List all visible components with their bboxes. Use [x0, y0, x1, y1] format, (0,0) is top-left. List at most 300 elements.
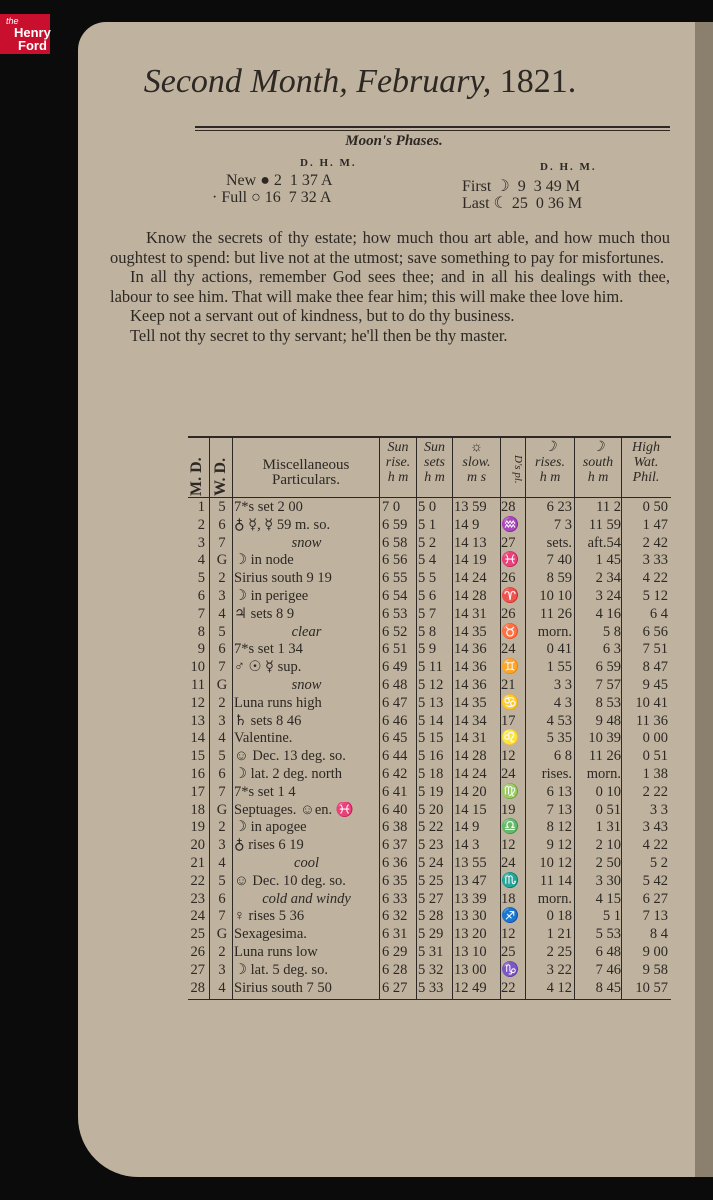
cell-sets: 5 15: [418, 730, 444, 747]
cell-rise: 6 53: [382, 605, 408, 622]
cell-slow: 13 10: [454, 944, 487, 960]
table-row: [0, 552, 713, 570]
cell-sets: 5 14: [418, 712, 444, 729]
cell-misc: Sirius south 7 50: [234, 979, 332, 996]
table-row: [0, 641, 713, 659]
header-hm: h m: [387, 470, 409, 485]
cell-wd: 3: [218, 961, 226, 978]
cell-wd: G: [216, 552, 228, 569]
cell-wd: 7: [218, 659, 226, 676]
table-row: [0, 499, 713, 517]
cell-mr: 2 25: [546, 944, 572, 960]
cell-md: 11: [191, 677, 205, 693]
table-row: [0, 659, 713, 677]
cell-rise: 6 51: [382, 641, 408, 658]
table-row: [0, 713, 713, 731]
sun-icon: ☼: [470, 440, 483, 455]
cell-slow: 14 36: [454, 659, 487, 676]
cell-rise: 6 52: [382, 623, 408, 640]
cell-pl: 12: [501, 748, 516, 765]
phase-last-name: Last: [462, 195, 490, 212]
cell-hw: 4 22: [642, 570, 668, 587]
cell-rise: 6 38: [382, 819, 408, 836]
cell-wd: 6: [218, 766, 226, 782]
table-row: [0, 606, 713, 624]
cell-hw: 10 57: [635, 979, 668, 996]
advice-paragraph: Keep not a servant out of kindness, but to do thy business.: [130, 306, 515, 326]
cell-pl: 24: [501, 855, 516, 871]
cell-rise: 6 33: [382, 890, 408, 907]
cell-mr: 11 26: [539, 605, 572, 622]
cell-slow: 13 20: [454, 926, 487, 943]
cell-slow: 14 36: [454, 677, 487, 693]
cell-misc: cool: [294, 855, 319, 871]
cell-ms: 11 2: [596, 499, 621, 515]
cell-mr: 10 12: [539, 855, 572, 871]
cell-misc: ☽ in apogee: [234, 819, 307, 836]
cell-hw: 3 3: [649, 801, 668, 818]
table-row: [0, 695, 713, 713]
cell-slow: 14 20: [454, 783, 487, 800]
henry-ford-logo: [0, 14, 50, 54]
phase-last-ampm: M: [567, 195, 583, 212]
phase-new-h: 1: [289, 172, 298, 189]
cell-wd: 3: [218, 588, 226, 604]
phase-full-name: Full: [221, 189, 248, 206]
cell-mr: 0 41: [546, 641, 572, 658]
logo-ford: Ford: [18, 38, 47, 53]
cell-pl: 19: [501, 801, 516, 818]
phase-first-d: 9: [517, 178, 526, 195]
cell-sets: 5 2: [418, 534, 437, 551]
header-hm: h m: [539, 470, 561, 485]
cell-slow: 14 35: [454, 694, 487, 711]
cell-slow: 13 55: [454, 855, 487, 871]
cell-sets: 5 23: [418, 837, 444, 854]
cell-pl: ♉: [501, 623, 520, 640]
table-row: [0, 588, 713, 606]
header-week-day: W. D.: [212, 457, 229, 496]
header-misc: [236, 458, 376, 488]
advice-paragraph: In all thy actions, remember God sees thee; and in all his dealings with thee, labour to see him. That will make thee fear him; this will make thee love him.: [110, 267, 670, 306]
cell-rise: 7 0: [382, 499, 401, 515]
phase-last-d: 25: [511, 195, 528, 212]
cell-ms: 6 3: [602, 641, 621, 658]
table-row: [0, 908, 713, 926]
cell-misc: snow: [291, 534, 322, 551]
table-row: [0, 748, 713, 766]
cell-pl: 17: [501, 712, 516, 729]
cell-hw: 2 42: [642, 534, 668, 551]
cell-rise: 6 59: [382, 516, 408, 533]
cell-misc: ☽ lat. 2 deg. north: [234, 766, 343, 782]
cell-misc: snow: [291, 677, 322, 693]
cell-rise: 6 55: [382, 570, 408, 587]
cell-sets: 5 25: [418, 872, 444, 889]
cell-md: 14: [190, 730, 205, 747]
cell-wd: 4: [218, 855, 226, 871]
cell-rise: 6 45: [382, 730, 408, 747]
cell-slow: 14 19: [454, 552, 487, 569]
phase-last: [462, 193, 582, 213]
header-ms: m s: [466, 470, 487, 485]
moon-icon: ☽: [543, 440, 557, 455]
cell-wd: 2: [218, 694, 226, 711]
cell-wd: 6: [218, 641, 226, 658]
moon-icon: ☽: [591, 440, 605, 455]
header-hm: h m: [424, 470, 445, 485]
title-month: Second Month, February,: [143, 63, 492, 100]
cell-pl: ♈: [501, 588, 520, 604]
cell-wd: 5: [218, 499, 226, 515]
cell-rise: 6 58: [382, 534, 408, 551]
cell-ms: 3 24: [595, 588, 621, 604]
cell-misc: ♀ rises 5 36: [234, 908, 305, 925]
header-clock-slow: [453, 440, 500, 485]
header-hm: h m: [587, 470, 609, 485]
cell-slow: 14 31: [454, 730, 487, 747]
cell-misc: Sexagesima.: [234, 926, 307, 943]
cell-mr: sets.: [546, 534, 572, 551]
cell-ms: morn.: [586, 766, 621, 782]
cell-sets: 5 13: [418, 694, 444, 711]
phase-last-h: 0: [535, 195, 544, 212]
cell-wd: 6: [218, 890, 226, 907]
cell-mr: 8 12: [546, 819, 572, 836]
full-moon-icon: ○: [251, 189, 261, 206]
cell-sets: 5 33: [418, 979, 444, 996]
header-misc-line2: Particulars.: [272, 472, 340, 488]
cell-mr: morn.: [537, 623, 572, 640]
cell-wd: 2: [218, 819, 226, 836]
cell-slow: 13 47: [454, 872, 487, 889]
header-slow-label: slow.: [462, 455, 491, 470]
cell-pl: ♓: [501, 552, 520, 569]
phase-full: · Full ○ 16 7 32 A: [212, 189, 332, 206]
cell-wd: 4: [218, 979, 226, 996]
page-title: [140, 63, 580, 101]
cell-wd: 5: [218, 872, 226, 889]
table-row: [0, 819, 713, 837]
cell-pl: 22: [501, 979, 516, 996]
cell-md: 17: [190, 783, 205, 800]
cell-hw: 10 41: [635, 694, 668, 711]
logo-henry: Henry: [14, 25, 51, 40]
cell-wd: 4: [218, 605, 226, 622]
cell-sets: 5 12: [418, 677, 444, 693]
cell-ms: 1 45: [595, 552, 621, 569]
cell-slow: 14 35: [454, 623, 487, 640]
header-sun-label: Sun: [424, 440, 445, 455]
cell-mr: 11 14: [539, 872, 572, 889]
cell-pl: ♌: [501, 730, 520, 747]
table-row: [0, 784, 713, 802]
cell-slow: 14 24: [454, 570, 487, 587]
cell-sets: 5 11: [418, 659, 443, 676]
cell-md: 3: [197, 534, 205, 551]
cell-md: 26: [190, 944, 205, 960]
advice-paragraph: Know the secrets of thy estate; how much thou art able, and how much thou oughtest to spend: but live not at the utmost; save something to pay for misfortunes.: [110, 228, 670, 267]
cell-ms: 6 59: [595, 659, 621, 676]
header-moon-south: [575, 440, 621, 485]
table-row: [0, 962, 713, 980]
cell-sets: 5 16: [418, 748, 444, 765]
table-bottom-rule: [188, 999, 671, 1000]
title-rule-thin: [195, 130, 670, 131]
cell-hw: 5 42: [642, 872, 668, 889]
cell-rise: 6 27: [382, 979, 408, 996]
cell-sets: 5 32: [418, 961, 444, 978]
cell-rise: 6 32: [382, 908, 408, 925]
cell-rise: 6 46: [382, 712, 408, 729]
cell-pl: 27: [501, 534, 516, 551]
table-row: [0, 624, 713, 642]
cell-mr: 4 3: [553, 694, 572, 711]
cell-ms: 7 57: [595, 677, 621, 693]
cell-ms: 2 50: [595, 855, 621, 871]
cell-ms: 1 31: [595, 819, 621, 836]
cell-misc: Valentine.: [234, 730, 293, 747]
cell-hw: 5 12: [642, 588, 668, 604]
cell-wd: G: [216, 926, 228, 943]
cell-slow: 13 00: [454, 961, 487, 978]
cell-sets: 5 9: [418, 641, 437, 658]
table-row: [0, 980, 713, 998]
cell-mr: 3 3: [553, 677, 572, 693]
cell-rise: 6 56: [382, 552, 408, 569]
table-header-rule: [188, 497, 671, 498]
cell-hw: 5 2: [649, 855, 668, 871]
table-row: [0, 517, 713, 535]
cell-ms: 5 53: [595, 926, 621, 943]
last-quarter-icon: ☾: [493, 195, 508, 212]
header-high-label: High: [632, 440, 660, 455]
cell-misc: ☺ Dec. 10 deg. so.: [234, 872, 346, 889]
cell-ms: 4 16: [595, 605, 621, 622]
cell-mr: 6 23: [546, 499, 572, 515]
new-moon-icon: ●: [260, 172, 270, 189]
cell-md: 20: [190, 837, 205, 854]
table-row: [0, 730, 713, 748]
table-row: [0, 677, 713, 695]
cell-slow: 14 9: [454, 819, 480, 836]
phase-full-ampm: A: [319, 189, 332, 206]
cell-mr: 1 21: [546, 926, 572, 943]
cell-mr: 6 8: [553, 748, 572, 765]
cell-ms: 2 34: [595, 570, 621, 587]
table-row: [0, 570, 713, 588]
cell-ms: 11 26: [588, 748, 621, 765]
cell-rise: 6 54: [382, 588, 408, 604]
cell-slow: 13 30: [454, 908, 487, 925]
cell-mr: 7 13: [546, 801, 572, 818]
header-moon-place: D's pl.: [512, 454, 524, 484]
header-sun-label: Sun: [387, 440, 409, 455]
cell-md: 10: [190, 659, 205, 676]
cell-pl: ♑: [501, 961, 520, 978]
cell-hw: 6 56: [642, 623, 668, 640]
cell-mr: 9 12: [546, 837, 572, 854]
cell-wd: 3: [218, 837, 226, 854]
cell-md: 12: [190, 694, 205, 711]
cell-sets: 5 31: [418, 944, 444, 960]
cell-md: 16: [190, 766, 205, 782]
phase-last-m: 36: [547, 195, 564, 212]
cell-md: 1: [197, 499, 205, 515]
cell-misc: Sirius south 9 19: [234, 570, 332, 587]
cell-rise: 6 40: [382, 801, 408, 818]
cell-ms: 3 30: [595, 872, 621, 889]
cell-hw: 9 45: [642, 677, 668, 693]
cell-hw: 11 36: [635, 712, 668, 729]
cell-ms: 10 39: [588, 730, 621, 747]
cell-pl: 25: [501, 944, 516, 960]
cell-hw: 6 4: [649, 605, 668, 622]
cell-pl: 12: [501, 837, 516, 854]
cell-mr: 7 40: [546, 552, 572, 569]
moon-phases-title: Moon's Phases.: [345, 133, 443, 149]
cell-hw: 3 43: [642, 819, 668, 836]
cell-hw: 0 51: [642, 748, 668, 765]
cell-misc: 7*s set 1 34: [234, 641, 303, 658]
header-rises-label: rises.: [535, 455, 565, 470]
cell-pl: ♐: [501, 908, 520, 925]
cell-misc: ♄ sets 8 46: [234, 712, 302, 729]
cell-sets: 5 24: [418, 855, 444, 871]
cell-hw: 0 00: [642, 730, 668, 747]
phases-dhm-left: D. H. M.: [300, 157, 357, 169]
cell-slow: 12 49: [454, 979, 487, 996]
cell-md: 27: [190, 961, 205, 978]
cell-slow: 14 34: [454, 712, 487, 729]
cell-wd: 4: [218, 730, 226, 747]
cell-md: 8: [197, 623, 205, 640]
cell-pl: ♒: [501, 516, 520, 533]
cell-sets: 5 20: [418, 801, 444, 818]
phase-full-h: 7: [288, 189, 297, 206]
header-moon-rises: [526, 440, 574, 485]
cell-pl: 26: [501, 605, 516, 622]
cell-mr: 4 53: [546, 712, 572, 729]
cell-pl: ♎: [501, 819, 520, 836]
cell-hw: 7 51: [642, 641, 668, 658]
header-high-water: [622, 440, 670, 485]
cell-ms: 5 1: [602, 908, 621, 925]
cell-wd: G: [216, 677, 228, 693]
cell-wd: 7: [218, 783, 226, 800]
cell-misc: ♁ ☿, ☿ 59 m. so.: [234, 516, 331, 533]
cell-hw: 8 47: [642, 659, 668, 676]
cell-wd: 5: [218, 748, 226, 765]
table-row: [0, 535, 713, 553]
cell-sets: 5 8: [418, 623, 437, 640]
cell-ms: 8 45: [595, 979, 621, 996]
header-south-label: south: [582, 455, 614, 470]
cell-ms: 11 59: [588, 516, 621, 533]
cell-pl: ♍: [501, 783, 520, 800]
cell-misc: clear: [291, 623, 322, 640]
cell-slow: 14 31: [454, 605, 487, 622]
cell-mr: 0 18: [546, 908, 572, 925]
cell-mr: 8 59: [546, 570, 572, 587]
cell-mr: 5 35: [546, 730, 572, 747]
cell-pl: ♋: [501, 694, 520, 711]
cell-misc: ☽ lat. 5 deg. so.: [234, 961, 328, 978]
cell-md: 15: [190, 748, 205, 765]
cell-wd: 6: [218, 516, 226, 533]
table-row: [0, 873, 713, 891]
cell-hw: 1 47: [642, 516, 668, 533]
cell-wd: 3: [218, 712, 226, 729]
cell-md: 13: [190, 712, 205, 729]
cell-wd: 5: [218, 623, 226, 640]
cell-mr: 4 12: [546, 979, 572, 996]
cell-sets: 5 5: [418, 570, 437, 587]
cell-ms: 0 10: [595, 783, 621, 800]
table-row: [0, 766, 713, 784]
table-row: [0, 802, 713, 820]
cell-sets: 5 27: [418, 890, 444, 907]
cell-sets: 5 4: [418, 552, 437, 569]
cell-ms: 7 46: [595, 961, 621, 978]
cell-sets: 5 1: [418, 516, 437, 533]
cell-rise: 6 44: [382, 748, 408, 765]
phase-first-m: 49: [545, 178, 562, 195]
cell-pl: ♏: [501, 872, 520, 889]
table-top-rule: [188, 436, 671, 438]
cell-misc: 7*s set 1 4: [234, 783, 296, 800]
cell-ms: 6 48: [595, 944, 621, 960]
cell-slow: 14 13: [454, 534, 487, 551]
cell-slow: 14 28: [454, 748, 487, 765]
table-row: [0, 926, 713, 944]
cell-rise: 6 35: [382, 872, 408, 889]
cell-mr: 7 3: [553, 516, 572, 533]
cell-md: 5: [197, 570, 205, 587]
cell-misc: ♁ rises 6 19: [234, 837, 304, 854]
header-phil-label: Phil.: [632, 470, 660, 485]
header-misc-line1: Miscellaneous: [262, 457, 350, 473]
cell-pl: 26: [501, 570, 516, 587]
cell-hw: 2 22: [642, 783, 668, 800]
phase-full-m: 32: [300, 189, 317, 206]
cell-misc: cold and windy: [262, 890, 351, 907]
cell-misc: Septuages. ☺en. ♓: [234, 801, 354, 818]
cell-wd: G: [216, 801, 228, 818]
cell-hw: 9 00: [642, 944, 668, 960]
cell-md: 24: [190, 908, 205, 925]
cell-slow: 14 28: [454, 588, 487, 604]
cell-md: 9: [197, 641, 205, 658]
cell-rise: 6 28: [382, 961, 408, 978]
cell-sets: 5 0: [418, 499, 437, 515]
cell-misc: ☽ in perigee: [234, 588, 309, 604]
first-quarter-icon: ☽: [495, 178, 510, 195]
cell-sets: 5 6: [418, 588, 437, 604]
cell-md: 18: [190, 801, 205, 818]
cell-misc: Luna runs low: [234, 944, 318, 960]
header-rise-label: rise.: [385, 455, 411, 470]
cell-ms: 9 48: [595, 712, 621, 729]
cell-wd: 2: [218, 570, 226, 587]
header-sunrise: [380, 440, 416, 485]
cell-sets: 5 22: [418, 819, 444, 836]
cell-mr: 10 10: [539, 588, 572, 604]
cell-md: 6: [197, 588, 205, 604]
cell-misc: ♃ sets 8 9: [234, 605, 295, 622]
cell-slow: 14 36: [454, 641, 487, 658]
cell-sets: 5 29: [418, 926, 444, 943]
